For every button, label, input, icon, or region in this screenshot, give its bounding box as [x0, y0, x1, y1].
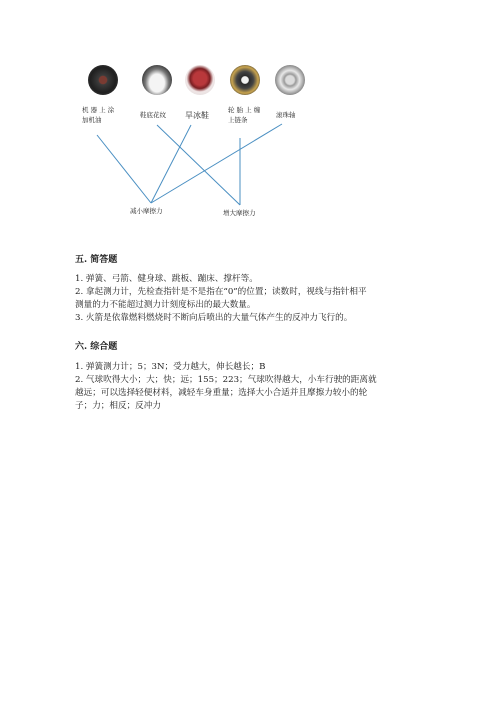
matching-diagram	[60, 55, 360, 235]
line-machine-to-reduce	[97, 135, 151, 203]
section5-line-2: 2. 拿起测力计，先检查指针是不是指在“0”的位置；读数时，视线与指针相平	[75, 287, 367, 297]
section6-line-1: 1. 弹簧测力计；5；3N；受力越大，伸长越长；B	[75, 362, 266, 372]
caption-machine-oil: 机 器 上 涂 加机油	[82, 106, 115, 124]
shoe-sole-icon	[142, 65, 172, 95]
caption-tire-chain: 轮 胎 上 缠 上链条	[228, 106, 261, 124]
caption-shoe-sole: 鞋底花纹	[140, 111, 166, 119]
line-sole-to-increase	[157, 125, 240, 205]
section5-line-4: 3. 火箭是依靠燃料燃烧时不断向后喷出的大量气体产生的反冲力飞行的。	[75, 313, 353, 323]
section6-title: 六. 综合题	[75, 342, 118, 352]
roller-skate-icon	[185, 65, 215, 95]
section6-line-4: 子；力；相反；反冲力	[75, 401, 161, 411]
target-reduce-friction: 减小摩擦力	[130, 207, 163, 215]
target-increase-friction: 增大摩擦力	[223, 209, 256, 217]
caption-ball-bearing: 滚珠轴	[276, 111, 296, 119]
tire-chain-icon	[230, 65, 260, 95]
ball-bearing-icon	[275, 65, 305, 95]
section5-line-1: 1. 弹簧、弓箭、健身球、跳板、蹦床、撑杆等。	[75, 274, 258, 284]
gear-machine-icon	[88, 65, 118, 95]
section6-line-2: 2. 气球吹得大小；大；快；远；155；223；气球吹得越大，小车行驶的距离就	[75, 375, 377, 385]
line-bearing-to-reduce	[151, 124, 282, 203]
section5-line-3: 测量的力不能超过测力计刻度标出的最大数量。	[75, 300, 256, 310]
section5-title: 五. 简答题	[75, 255, 118, 265]
section6-line-3: 越远；可以选择轻便材料，减轻车身重量；选择大小合适并且摩擦力较小的轮	[75, 388, 368, 398]
caption-roller-skate: 旱冰鞋	[185, 111, 209, 120]
